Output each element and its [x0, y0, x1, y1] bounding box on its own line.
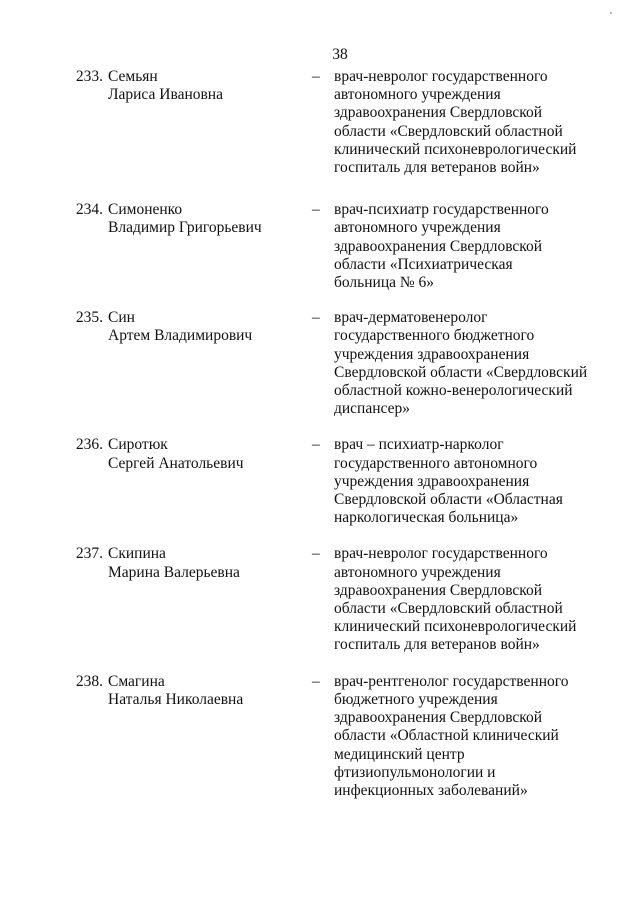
description-line: врач-невролог государственного: [334, 545, 548, 563]
entry-list: [0, 68, 640, 800]
description-line: врач-психиатр государственного: [334, 201, 549, 219]
surname: Скипина: [108, 545, 166, 563]
given-names: Марина Валерьевна: [108, 563, 240, 581]
description-line: областной кожно-венерологический: [334, 382, 573, 400]
entry-number: 237.: [75, 545, 103, 563]
position-block: [312, 436, 594, 527]
dash-separator: –: [312, 309, 320, 327]
description-line: госпиталь для ветеранов войн»: [334, 159, 540, 177]
position-description: [334, 436, 594, 527]
description-line: клинический психоневрологический: [334, 140, 577, 158]
description-line: больница № 6»: [334, 274, 435, 292]
description-line: клинический психоневрологический: [334, 618, 577, 636]
list-item: [0, 673, 640, 800]
entry-number: 235.: [75, 309, 103, 327]
position-description: [334, 68, 594, 177]
name-line: [0, 201, 312, 219]
description-line: здравоохранения Свердловской: [334, 581, 543, 599]
person-name-block: [0, 545, 312, 654]
position-block: [312, 545, 594, 654]
given-names: Лариса Ивановна: [108, 86, 223, 104]
dash-separator: –: [312, 545, 320, 563]
entry-number: 236.: [75, 436, 103, 454]
name-line: [0, 309, 312, 327]
scan-speck: [610, 12, 612, 14]
description-line: здравоохранения Свердловской: [334, 237, 543, 255]
position-description: [334, 309, 594, 418]
entry-number: 233.: [75, 68, 103, 85]
entry-number: 234.: [75, 201, 103, 219]
description-line: диспансер»: [334, 400, 410, 418]
description-line: государственного автономного: [334, 454, 538, 472]
given-names: Владимир Григорьевич: [108, 219, 262, 237]
description-line: врач – психиатр-нарколог: [334, 436, 504, 454]
name-line: [0, 673, 312, 691]
position-description: [334, 545, 594, 654]
list-item: [0, 201, 640, 292]
list-item: [0, 545, 640, 654]
description-line: здравоохранения Свердловской: [334, 709, 543, 727]
description-line: области «Психиатрическая: [334, 255, 513, 273]
description-line: государственного бюджетного: [334, 327, 535, 345]
given-names: Артем Владимирович: [108, 327, 253, 345]
given-names: Наталья Николаевна: [108, 690, 244, 708]
name-line: [0, 68, 312, 86]
dash-separator: –: [312, 672, 320, 690]
dash-separator: –: [312, 201, 320, 219]
description-line: инфекционных заболеваний»: [334, 781, 528, 799]
description-line: наркологическая больница»: [334, 509, 519, 527]
person-name-block: [0, 673, 312, 800]
description-line: учреждения здравоохранения: [334, 472, 530, 490]
person-name-block: [0, 201, 312, 292]
description-line: врач-рентгенолог государственного: [334, 672, 569, 690]
description-line: медицинский центр: [334, 745, 465, 763]
surname: Симоненко: [108, 201, 183, 219]
description-line: здравоохранения Свердловской: [334, 104, 543, 122]
surname: Син: [108, 309, 135, 327]
description-line: врач-дерматовенеролог: [334, 309, 488, 327]
surname: Сиротюк: [108, 436, 168, 454]
given-names: Сергей Анатольевич: [108, 454, 244, 472]
description-line: области «Свердловский областной: [334, 122, 563, 140]
surname: Смагина: [108, 672, 165, 690]
description-line: автономного учреждения: [334, 86, 501, 104]
description-line: Свердловской области «Областная: [334, 491, 563, 509]
position-block: [312, 201, 594, 292]
description-line: бюджетного учреждения: [334, 690, 498, 708]
page-number: 38: [332, 46, 348, 63]
description-line: автономного учреждения: [334, 219, 501, 237]
list-item: [0, 309, 640, 418]
description-line: фтизиопульмонологии и: [334, 763, 496, 781]
dash-separator: –: [312, 436, 320, 454]
surname: Семьян: [108, 68, 158, 85]
description-line: области «Свердловский областной: [334, 600, 563, 618]
entry-number: 238.: [75, 672, 103, 690]
description-line: госпиталь для ветеранов войн»: [334, 636, 540, 654]
position-block: [312, 673, 594, 800]
position-description: [334, 201, 594, 292]
position-description: [334, 673, 594, 800]
person-name-block: [0, 68, 312, 177]
list-item: [0, 436, 640, 527]
name-line: [0, 436, 312, 454]
list-item: [0, 68, 640, 177]
person-name-block: [0, 309, 312, 418]
description-line: учреждения здравоохранения: [334, 345, 530, 363]
person-name-block: [0, 436, 312, 527]
position-block: [312, 309, 594, 418]
description-line: врач-невролог государственного: [334, 68, 548, 85]
description-line: области «Областной клинический: [334, 727, 559, 745]
description-line: автономного учреждения: [334, 563, 501, 581]
name-line: [0, 545, 312, 563]
position-block: [312, 68, 594, 177]
dash-separator: –: [312, 68, 320, 85]
description-line: Свердловской области «Свердловский: [334, 363, 588, 381]
